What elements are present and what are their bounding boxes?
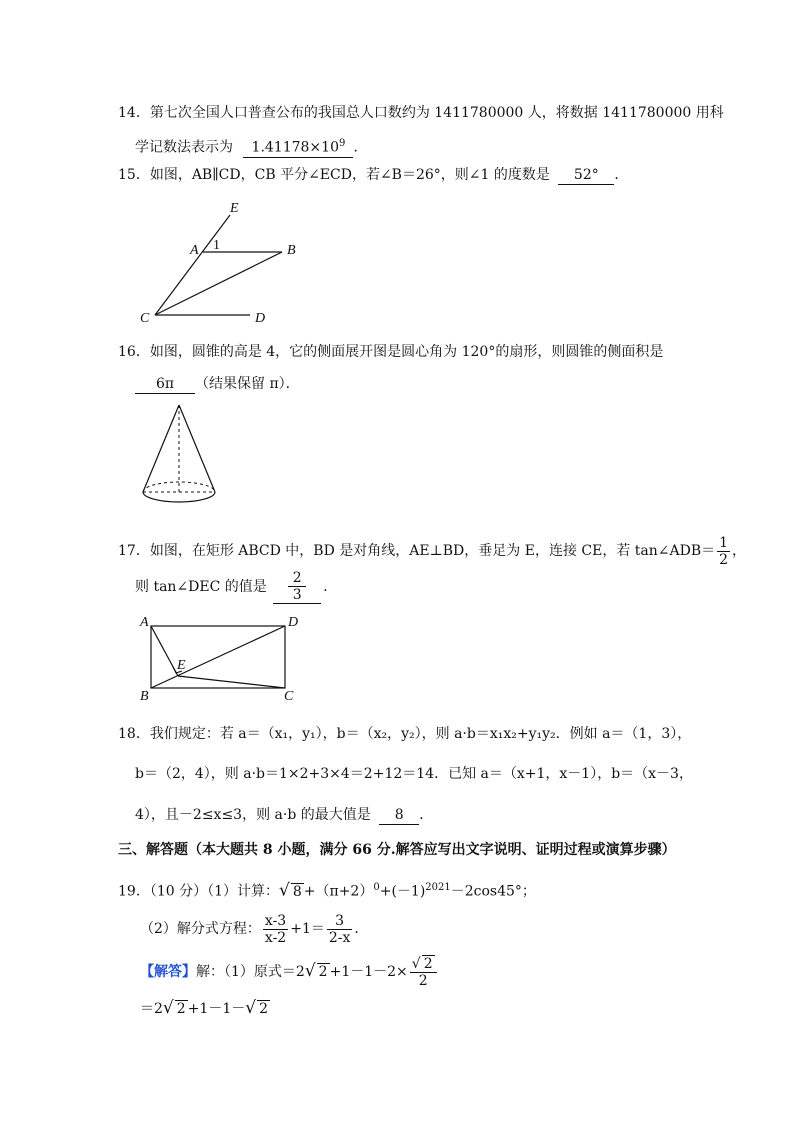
q15-text	[118, 165, 628, 185]
q17-diagonal-bd	[151, 626, 285, 688]
q14-line2-prefix: 学记数法表示为	[135, 139, 233, 156]
q19-line1	[118, 876, 536, 904]
q19-fraction2-num: 3	[327, 913, 353, 930]
q15-figure	[130, 195, 320, 330]
q19-fraction2	[327, 913, 353, 946]
q19-fraction1-num: x-3	[264, 912, 287, 929]
q19-line2	[140, 910, 368, 948]
q19-line4-prefix: ＝2	[140, 1001, 163, 1017]
q17-line1-suffix: ，	[732, 543, 747, 559]
q17-line1	[118, 532, 746, 570]
q15-label-a: A	[190, 243, 199, 258]
q19-fraction1	[263, 913, 288, 946]
q18-line3-prefix: 4），且－2≤x≤3，则 a·b 的最大值是	[135, 807, 371, 823]
q15-question: 15．如图，AB∥CD，CB 平分∠ECD，若∠B＝26°，则∠1 的度数是	[118, 167, 550, 183]
q15-label-b: B	[287, 243, 296, 258]
q19-line1-prefix: 19．（10 分）（1）计算：	[118, 883, 279, 900]
q19-line4	[140, 996, 270, 1021]
q17-label-a: A	[140, 615, 149, 630]
q19-sol-sqrt2: 2	[318, 964, 328, 980]
q17-question: 17．如图，在矩形 ABCD 中，BD 是对角线，AE⊥BD，垂足为 E，连接 CE，若 tan∠ADB＝	[118, 543, 716, 559]
q19-sqrt8: 8	[292, 883, 302, 900]
q17-label-d: D	[288, 615, 299, 630]
q19-sol-fraction-sqrt2: 2	[423, 956, 433, 972]
q17-label-b: B	[140, 689, 149, 704]
q15-label-e: E	[230, 201, 239, 216]
q14-line1: 14．第七次全国人口普查公布的我国总人口数约为 1411780000 人，将数据 1411780000 用科	[118, 105, 724, 121]
q19-line2-prefix: （2）解分式方程：	[140, 921, 261, 937]
q15-line-ce	[155, 215, 230, 315]
q18-line3-suffix: ．	[419, 807, 434, 823]
q19-plus-one: +1＝	[290, 921, 325, 937]
q16-cone-right-edge	[179, 405, 215, 492]
q15-line-cb	[155, 252, 282, 315]
q15-label-d: D	[255, 311, 266, 326]
q18-line1: 18．我们规定：若 a＝（x₁，y₁），b＝（x₂，y₂），则 a·b＝x₁x₂+y₁y₂．例如 a＝（1，3），	[118, 726, 692, 742]
q19-line4-sqrt2a: 2	[176, 1001, 186, 1017]
q19-sol-fraction-num: √ 2	[410, 955, 437, 973]
q14-answer-base: 1.41178×10	[251, 139, 339, 156]
q19-neg-one: +(－1)	[379, 883, 426, 900]
q16-cone-left-edge	[143, 405, 179, 492]
q17-tan-fraction	[717, 535, 730, 568]
q18-line2: b＝（2，4），则 a·b＝1×2+3×4＝2+12＝14．已知 a＝（x+1，x－1），b＝（x－3，	[135, 766, 693, 782]
q19-exp2021: 2021	[425, 882, 451, 893]
q17-rectangle-figure	[135, 612, 305, 707]
q16-answer: 6π	[135, 375, 195, 394]
q14-line2	[135, 135, 367, 158]
q17-tan-numerator: 1	[719, 534, 729, 551]
q19-sol-fraction	[410, 955, 437, 989]
q16-line1: 16．如图，圆锥的高是 4，它的侧面展开图是圆心角为 120°的扇形，则圆锥的侧面积是	[118, 344, 664, 360]
q16-cone-figure	[135, 400, 225, 510]
q19-sqrt-sign: √	[279, 880, 290, 901]
q15-label-c: C	[140, 311, 150, 326]
q19-line4-mid: +1－1－	[187, 1001, 246, 1017]
q17-answer-numerator: 2	[288, 570, 306, 587]
q17-label-c: C	[284, 689, 294, 704]
q19-line4-sqrt2b: 2	[259, 1001, 268, 1017]
q17-line2-prefix: 则 tan∠DEC 的值是	[135, 579, 267, 595]
q17-label-e: E	[177, 658, 186, 673]
q15-suffix: ．	[614, 167, 629, 183]
q19-solution-mid: +1－1－2×	[329, 964, 408, 980]
q19-sol-fraction-den: 2	[418, 973, 428, 989]
q18-answer: 8	[379, 806, 419, 825]
q16-cone-base-front	[143, 492, 215, 502]
q19-sol-sqrt-sign: √	[304, 961, 316, 981]
q19-pi-term: +（π+2）	[303, 883, 374, 900]
q19-solution-tag: 【解答】	[140, 964, 196, 980]
q19-line4-sqrt-sign2: √	[245, 998, 257, 1018]
q19-solution-prefix: 解：（1）原式＝2	[196, 964, 305, 980]
q14-line2-suffix: ．	[353, 139, 368, 156]
q15-label-angle1: 1	[213, 238, 220, 253]
q17-answer	[273, 570, 321, 604]
q17-line-ce	[178, 676, 285, 688]
q19-exp0: 0	[373, 882, 380, 893]
q19-line2-suffix: ．	[354, 921, 369, 937]
q19-fraction2-den: 2-x	[328, 929, 351, 946]
section3-title: 三、解答题（本大题共 8 小题，满分 66 分.解答应写出文字说明、证明过程或演算步骤）	[118, 842, 676, 858]
q15-answer: 52°	[558, 166, 614, 185]
q16-suffix: （结果保留 π）．	[195, 376, 300, 392]
q17-answer-denominator: 3	[292, 587, 302, 603]
q19-line4-sqrt-sign1: √	[162, 998, 174, 1018]
q14-answer	[243, 135, 353, 158]
q17-tan-denominator: 2	[719, 551, 729, 568]
q17-line2	[135, 568, 337, 606]
q14-answer-exponent: 9	[338, 138, 346, 149]
q19-fraction1-den: x-2	[264, 929, 287, 946]
q17-line2-suffix: ．	[323, 579, 338, 595]
q18-line3	[135, 805, 433, 825]
q19-cos-term: －2cos45°；	[450, 883, 536, 900]
q16-line2	[135, 374, 300, 394]
q19-solution-line	[140, 952, 439, 991]
